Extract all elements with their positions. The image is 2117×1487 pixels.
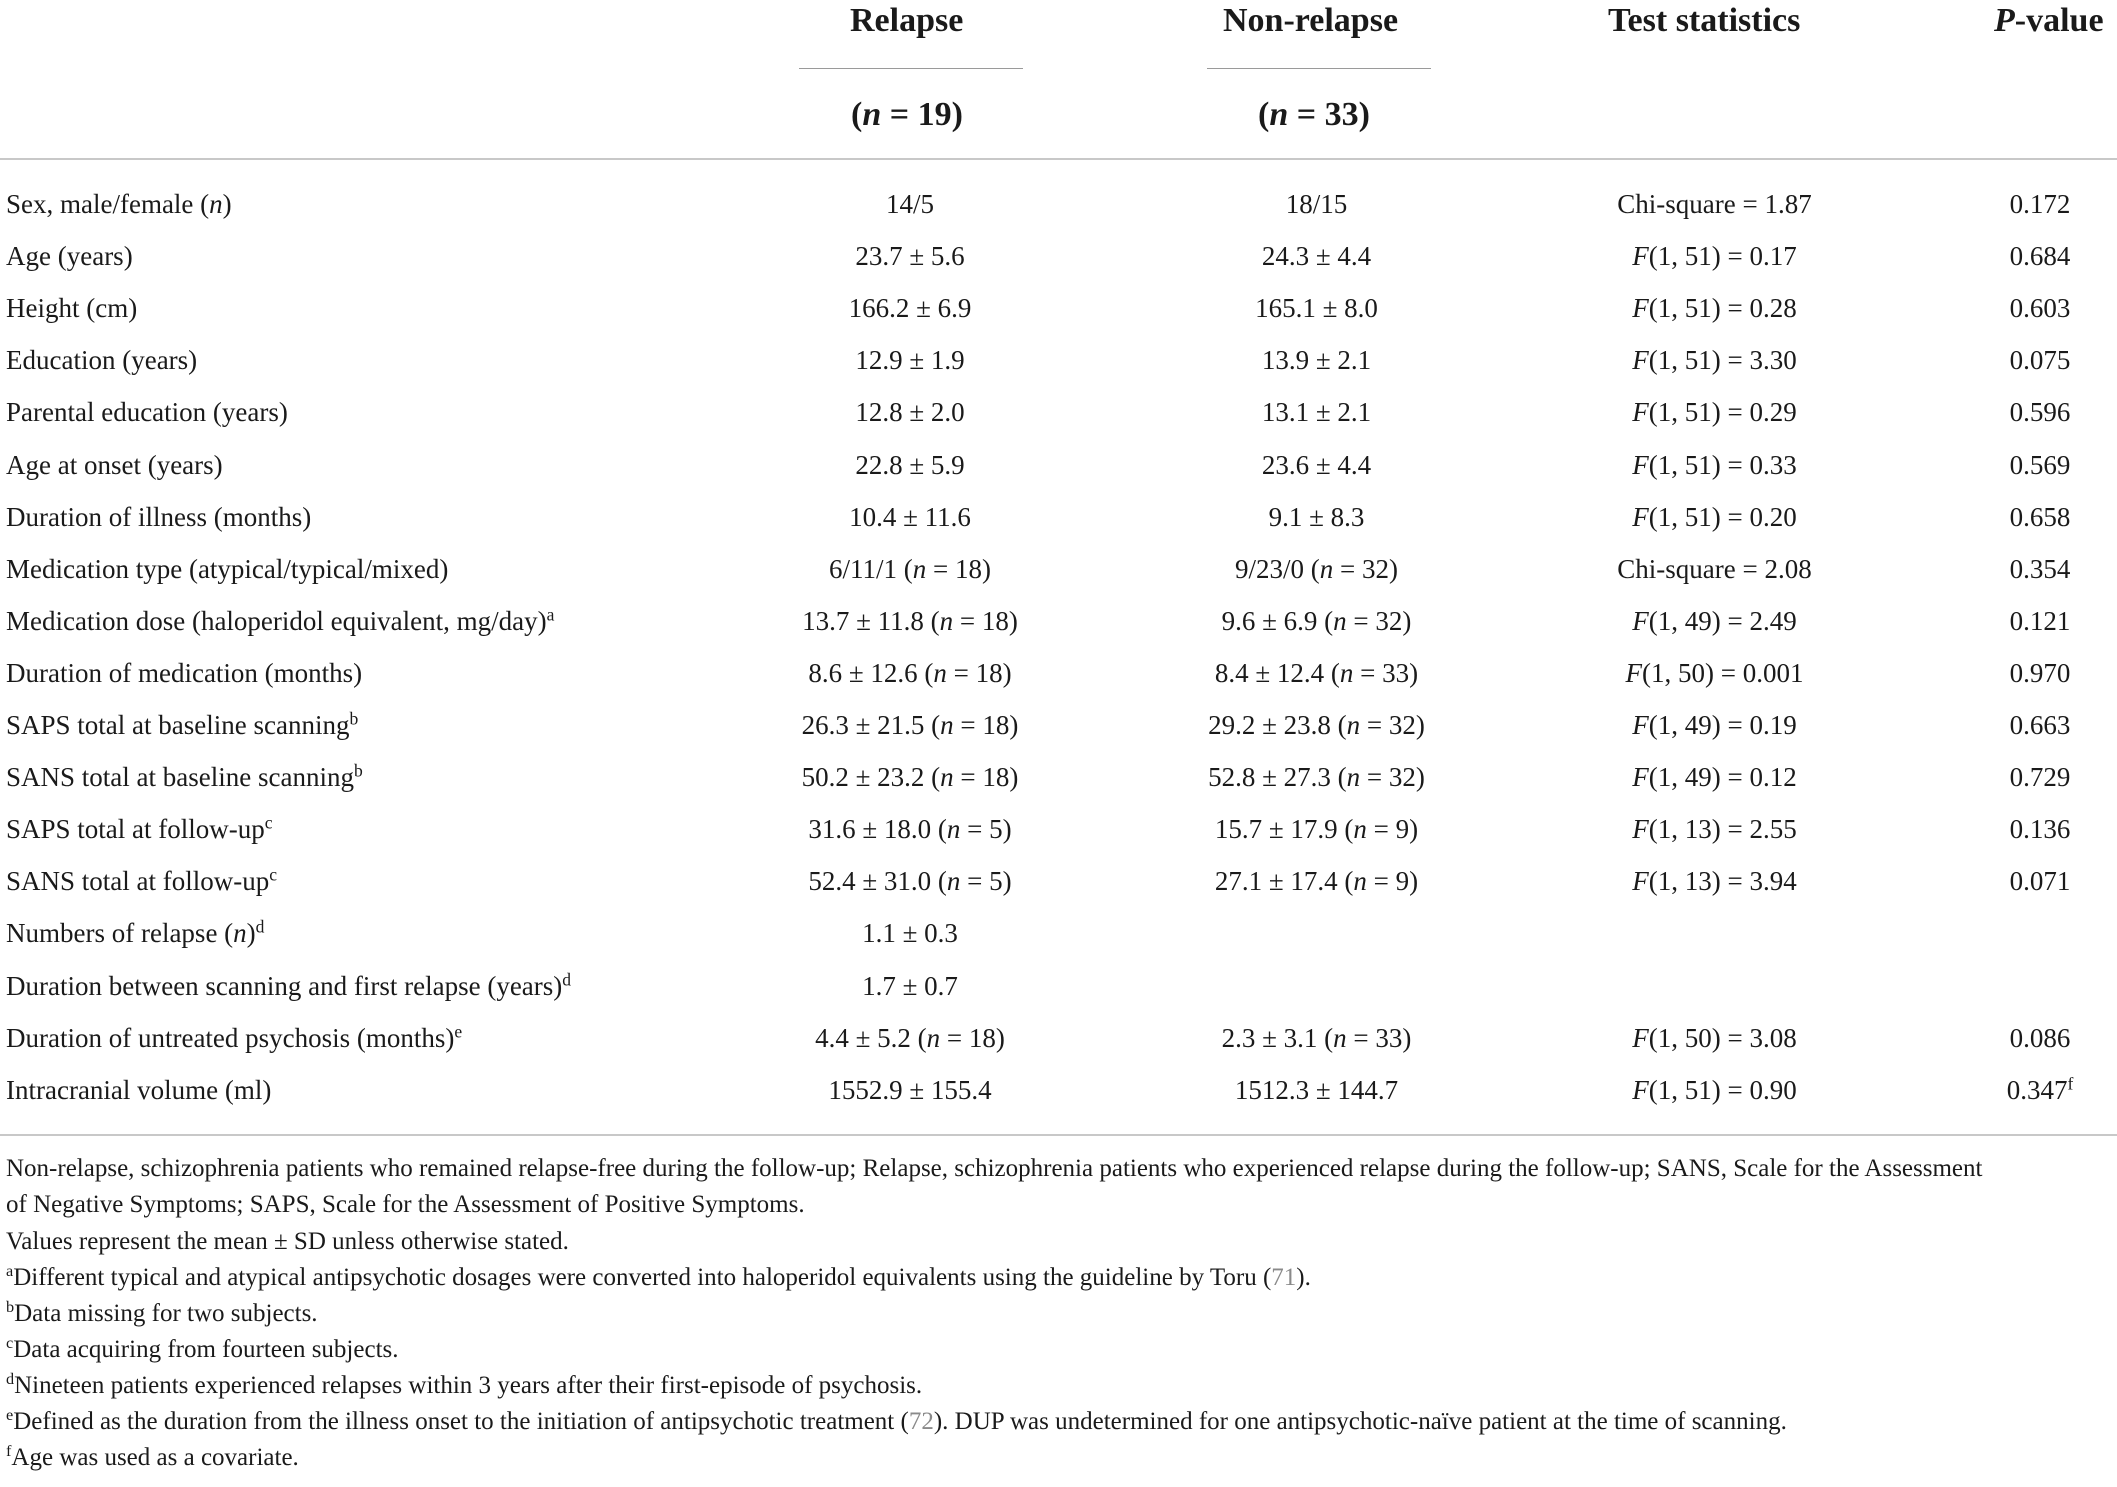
row-label-text: Duration of untreated psychosis (months) [6,1022,455,1053]
nonrelapse-cell-n: 32 [1388,710,1416,740]
nonrelapse-cell-value: 18/15 [1285,189,1348,219]
row-label-text: Parental education (years) [6,397,288,428]
n-close: ) [1409,657,1419,688]
table-row [0,439,2117,491]
p-value-cell [1960,178,2117,230]
test-statistic-value: (1, 51) = 0.90 [1648,1074,1797,1105]
row-label [6,543,448,595]
table-row [0,1064,2117,1116]
table-row [0,543,2117,595]
n-equals: = [1366,814,1396,845]
n-equals: = [926,553,955,584]
header-nonrelapse-n: (n = 33) [1258,96,1370,133]
relapse-cell [790,1064,1030,1116]
p-value: 0.347 [2006,1074,2068,1105]
table-row [0,1012,2117,1064]
nonrelapse-cell [1194,855,1439,907]
p-value: 0.729 [2009,762,2071,793]
nonrelapse-cell-value: 24.3 ± 4.4 [1261,241,1372,272]
nonrelapse-cell-value: 13.1 ± 2.1 [1261,397,1372,428]
row-label-text: Numbers of relapse ( [6,918,234,949]
n-close: ) [1009,762,1019,793]
row-label [6,647,362,699]
f-symbol: F [1632,762,1649,793]
row-label-text: Medication type (atypical/typical/mixed) [6,553,449,584]
relapse-cell-value: 50.2 ± 23.2 ( [801,762,941,793]
n-equals: = [960,814,990,845]
test-statistic-value: (1, 13) = 2.55 [1648,814,1797,845]
relapse-cell-n: 18 [982,710,1010,740]
n-equals: = [1353,657,1383,688]
relapse-cell-value: 8.6 ± 12.6 ( [808,657,934,688]
p-value: 0.071 [2009,866,2071,897]
test-statistic-cell [1562,595,1867,647]
footnote-values: Values represent the mean ± SD unless otherwise stated. [6,1228,569,1255]
nonrelapse-cell-n: 9 [1395,814,1410,845]
nonrelapse-cell-n: 9 [1395,866,1410,897]
row-label [6,230,133,282]
relapse-cell-value: 26.3 ± 21.5 ( [801,710,941,740]
nonrelapse-cell [1194,386,1439,438]
table-row [0,907,2117,959]
p-value: 0.596 [2009,397,2071,428]
nonrelapse-cell-n: 33 [1382,657,1410,688]
table-row [0,282,2117,334]
footnote-marker: e [454,1020,463,1041]
nonrelapse-cell-n: 33 [1375,1022,1403,1053]
n-close: ) [995,1022,1005,1053]
row-label-text: Duration of medication (months) [6,657,363,688]
nonrelapse-cell [1194,1064,1439,1116]
p-value-cell [1960,439,2117,491]
nonrelapse-cell [1194,334,1439,386]
footnote-marker: b [353,760,363,781]
n-close: ) [1002,657,1012,688]
relapse-cell [790,543,1030,595]
n-symbol: n [946,814,961,845]
p-value: 0.172 [2009,189,2071,219]
n-close: ) [1388,553,1398,584]
f-symbol: F [1632,501,1649,532]
p-value-cell [1960,855,2117,907]
p-value-cell [1960,803,2117,855]
relapse-cell-value: 31.6 ± 18.0 ( [808,814,947,845]
relapse-cell [790,334,1030,386]
p-value-cell [1960,1064,2117,1116]
p-value-cell [1960,386,2117,438]
relapse-cell-n: 5 [989,814,1003,845]
nonrelapse-cell-value: 52.8 ± 27.3 ( [1208,762,1347,793]
p-value: 0.354 [2009,553,2071,584]
footnote-marker: c [264,812,273,833]
footnote-marker: c [269,864,278,885]
relapse-cell-value: 23.7 ± 5.6 [855,241,965,272]
row-label-text: SAPS total at baseline scanning [6,710,350,740]
p-value: 0.075 [2009,345,2071,376]
p-value-cell [1960,282,2117,334]
relapse-cell [790,595,1030,647]
relapse-cell [790,699,1030,751]
n-close: ) [1415,762,1425,793]
test-statistic-value: (1, 50) = 0.001 [1642,657,1804,688]
nonrelapse-cell [1194,803,1439,855]
row-label-italic: n [209,189,223,219]
n-symbol: n [1333,605,1347,636]
table-row [0,230,2117,282]
table-bottom-rule [0,1134,2117,1136]
row-label [6,1012,462,1064]
footnote-d: $^d$Nineteen patients experienced relapses within 3 years after their first-episode of psychosis. [6,1370,923,1399]
test-statistic-cell [1562,386,1867,438]
row-label [6,178,232,230]
header-relapse-n: (n = 19) [851,96,963,133]
test-statistic-cell [1562,439,1867,491]
n-equals: = [1360,762,1389,793]
n-symbol: n [1353,866,1367,897]
test-statistic-cell [1562,647,1867,699]
relapse-cell [790,439,1030,491]
test-statistic-cell [1562,178,1867,230]
row-label [6,282,137,334]
n-equals: = [1346,1022,1376,1053]
test-statistic-value: Chi-square = 1.87 [1617,189,1812,219]
test-statistic-cell [1562,1012,1867,1064]
f-symbol: F [1632,1022,1649,1053]
n-close: ) [1402,1022,1412,1053]
row-label-text: Height (cm) [6,293,138,324]
n-close: ) [1002,814,1012,845]
test-statistic-value: (1, 13) = 3.94 [1648,866,1797,897]
n-symbol: n [1339,657,1354,688]
p-value: 0.569 [2009,449,2071,480]
p-value: 0.970 [2009,657,2071,688]
header-nonrelapse: Non-relapse [1223,2,1399,39]
footnote-b: $^b$Data missing for two subjects. [6,1298,318,1327]
row-label-text: SANS total at baseline scanning [6,762,354,793]
n-equals: = [946,657,976,688]
f-symbol: F [1632,866,1649,897]
n-symbol: n [926,1022,941,1053]
relapse-cell [790,803,1030,855]
row-label-italic: n [233,918,247,949]
relapse-cell [790,751,1030,803]
relapse-cell [790,386,1030,438]
nonrelapse-cell [1194,751,1439,803]
row-label [6,386,288,438]
p-value: 0.684 [2009,241,2071,272]
test-statistic-cell [1562,699,1867,751]
n-symbol: n [1319,553,1334,584]
nonrelapse-cell-value: 9/23/0 ( [1235,553,1320,584]
nonrelapse-cell-value: 23.6 ± 4.4 [1261,449,1372,480]
n-close: ) [1002,866,1012,897]
nonrelapse-cell-n: 32 [1375,605,1403,636]
row-label-text: Sex, male/female ( [6,189,210,219]
f-symbol: F [1632,710,1649,740]
nonrelapse-cell [1194,439,1439,491]
row-label-text: Education (years) [6,345,198,376]
footnote-marker: a [546,604,555,625]
nonrelapse-cell [1194,178,1439,230]
n-symbol: n [1333,1022,1347,1053]
header-relapse-divider [799,68,1023,69]
n-symbol: n [1346,762,1361,793]
footnote-f: $^f$Age was used as a covariate. [6,1442,299,1471]
nonrelapse-cell-value: 9.6 ± 6.9 ( [1221,605,1334,636]
nonrelapse-cell [1194,647,1439,699]
test-statistic-value: (1, 51) = 0.33 [1648,449,1797,480]
row-label [6,907,264,959]
row-label-text: Duration between scanning and first relapse (years) [6,970,563,1001]
nonrelapse-cell [1194,282,1439,334]
relapse-cell [790,282,1030,334]
n-equals: = [1366,866,1396,897]
n-close: ) [1009,710,1019,740]
row-label-text: SANS total at follow-up [6,866,270,897]
nonrelapse-cell [1194,491,1439,543]
table-row [0,751,2117,803]
relapse-cell-value: 14/5 [885,189,934,219]
relapse-cell-value: 12.8 ± 2.0 [855,397,965,428]
n-equals: = [1346,605,1376,636]
test-statistic-value: (1, 51) = 0.29 [1648,397,1797,428]
row-label-text: Duration of illness (months) [6,501,312,532]
footnote-a: $^a$Different typical and atypical antipsychotic dosages were converted into haloperidol equivalents using the guideline by Toru (71). [6,1262,1311,1291]
row-label-text: Age (years) [6,241,133,272]
header-test-statistics: Test statistics [1608,2,1801,39]
n-close: ) [1415,710,1425,740]
relapse-cell-value: 1.1 ± 0.3 [862,918,958,949]
nonrelapse-cell-value: 15.7 ± 17.9 ( [1214,814,1354,845]
n-symbol: n [946,866,961,897]
table-row [0,595,2117,647]
p-value: 0.136 [2009,814,2071,845]
row-label [6,960,571,1012]
relapse-cell-n: 18 [954,553,982,584]
f-symbol: F [1632,293,1649,324]
relapse-cell-value: 6/11/1 ( [829,553,913,584]
nonrelapse-cell-value: 29.2 ± 23.8 ( [1208,710,1347,740]
relapse-cell [790,491,1030,543]
n-close: ) [1409,866,1419,897]
n-close: ) [981,553,991,584]
n-equals: = [1360,710,1389,740]
n-symbol: n [1346,710,1361,740]
row-label-end: ) [222,189,232,219]
relapse-cell-n: 5 [989,866,1003,897]
f-symbol: F [1632,814,1649,845]
nonrelapse-cell-n: 32 [1388,762,1416,793]
n-symbol: n [940,710,954,740]
test-statistic-cell [1562,751,1867,803]
header-nonrelapse-divider [1207,68,1431,69]
nonrelapse-cell-value: 1512.3 ± 144.7 [1234,1074,1399,1105]
p-value-cell [1960,230,2117,282]
n-symbol: n [940,762,954,793]
p-value-cell [1960,1012,2117,1064]
test-statistic-cell [1562,1064,1867,1116]
footnote-marker: d [562,968,572,989]
p-value-cell [1960,491,2117,543]
table-row [0,491,2117,543]
row-label [6,334,197,386]
n-equals: = [953,762,983,793]
p-value: 0.663 [2009,710,2071,740]
n-close: ) [1402,605,1412,636]
nonrelapse-cell [1194,543,1439,595]
n-close: ) [1008,605,1018,636]
n-equals: = [940,1022,969,1053]
table-row [0,334,2117,386]
p-value-cell [1960,595,2117,647]
relapse-cell [790,647,1030,699]
footnote-abbreviations-line2: of Negative Symptoms; SAPS, Scale for the Assessment of Positive Symptoms. [6,1191,805,1218]
relapse-cell-value: 10.4 ± 11.6 [849,501,971,532]
p-value: 0.121 [2009,605,2071,636]
n-symbol: n [912,553,927,584]
relapse-cell-value: 166.2 ± 6.9 [848,293,972,324]
f-symbol: F [1632,397,1649,428]
header-rule [0,158,2117,160]
test-statistic-value: (1, 49) = 0.19 [1648,710,1797,740]
n-symbol: n [933,657,947,688]
nonrelapse-cell [1194,230,1439,282]
relapse-cell [790,855,1030,907]
nonrelapse-cell-value: 2.3 ± 3.1 ( [1221,1022,1334,1053]
p-value-cell [1960,751,2117,803]
test-statistic-cell [1562,491,1867,543]
reference-link-72[interactable]: 72 [908,1408,934,1435]
n-close: ) [1409,814,1419,845]
header-p-value: P-value [1994,2,2104,39]
n-equals: = [1333,553,1362,584]
test-statistic-cell [1562,543,1867,595]
row-label [6,855,277,907]
n-equals: = [953,605,982,636]
nonrelapse-cell-value: 165.1 ± 8.0 [1255,293,1378,324]
table-row [0,803,2117,855]
nonrelapse-cell-value: 8.4 ± 12.4 ( [1214,657,1340,688]
relapse-cell-n: 18 [968,1022,996,1053]
row-label-end: ) [246,918,256,949]
n-equals: = [960,866,990,897]
row-label [6,751,363,803]
relapse-cell-value: 52.4 ± 31.0 ( [808,866,947,897]
table-row [0,386,2117,438]
f-symbol: F [1625,657,1643,688]
row-label [6,699,358,751]
test-statistic-value: (1, 50) = 3.08 [1648,1022,1797,1053]
nonrelapse-cell-value: 13.9 ± 2.1 [1261,345,1372,376]
footnote-marker: d [255,916,265,937]
p-value-cell [1960,543,2117,595]
table-row [0,855,2117,907]
n-equals: = [953,710,983,740]
n-symbol: n [1353,814,1367,845]
test-statistic-value: (1, 51) = 0.17 [1648,241,1797,272]
row-label [6,803,273,855]
relapse-cell [790,960,1030,1012]
test-statistic-cell [1562,334,1867,386]
p-value: 0.603 [2009,293,2071,324]
table-row [0,178,2117,230]
nonrelapse-cell [1194,595,1439,647]
nonrelapse-cell [1194,699,1439,751]
n-symbol: n [939,605,954,636]
test-statistic-value: (1, 51) = 0.28 [1648,293,1797,324]
relapse-cell-n: 18 [975,657,1003,688]
relapse-cell-n: 18 [982,762,1010,793]
reference-link-71[interactable]: 71 [1271,1264,1297,1291]
table-row [0,699,2117,751]
row-label [6,1064,271,1116]
footnote-abbreviations-line1: Non-relapse, schizophrenia patients who remained relapse-free during the follow-up; Relapse, schizophrenia patients who experienced relapse during the follow-up; SANS, Scale for the Assessment [6,1155,1983,1182]
relapse-cell-value: 1.7 ± 0.7 [862,970,958,1001]
test-statistic-cell [1562,803,1867,855]
test-statistic-cell [1562,282,1867,334]
footnote-e: $^e$Defined as the duration from the illness onset to the initiation of antipsychotic treatment (72). DUP was undetermined for one antipsychotic-naïve patient at the time of scanning. [6,1406,1787,1435]
p-value: 0.658 [2009,501,2071,532]
nonrelapse-cell-value: 27.1 ± 17.4 ( [1214,866,1354,897]
table-row [0,647,2117,699]
relapse-cell-value: 12.9 ± 1.9 [855,345,965,376]
f-symbol: F [1632,241,1649,272]
f-symbol: F [1632,605,1649,636]
p-value-cell [1960,699,2117,751]
row-label-text: Age at onset (years) [6,449,223,480]
row-label-text: Intracranial volume (ml) [6,1074,272,1105]
relapse-cell-value: 4.4 ± 5.2 ( [815,1022,927,1053]
footnote-marker: b [349,708,359,729]
p-value-cell [1960,334,2117,386]
p-value-cell [1960,647,2117,699]
relapse-cell-value: 22.8 ± 5.9 [855,449,965,480]
relapse-cell-value: 1552.9 ± 155.4 [828,1074,992,1105]
table-row [0,960,2117,1012]
test-statistic-cell [1562,230,1867,282]
test-statistic-value: (1, 49) = 2.49 [1648,605,1797,636]
nonrelapse-cell-value: 9.1 ± 8.3 [1268,501,1365,532]
relapse-cell [790,178,1030,230]
nonrelapse-cell-n: 32 [1361,553,1389,584]
test-statistic-value: (1, 51) = 0.20 [1648,501,1797,532]
footnote-marker: f [2067,1073,2074,1094]
relapse-cell-n: 18 [981,605,1009,636]
footnote-c: $^c$Data acquiring from fourteen subjects. [6,1334,399,1363]
row-label-text: Medication dose (haloperidol equivalent, mg/day) [6,605,547,636]
header-relapse: Relapse [850,2,964,39]
nonrelapse-cell [1194,1012,1439,1064]
test-statistic-value: Chi-square = 2.08 [1617,553,1812,584]
relapse-cell [790,1012,1030,1064]
row-label [6,491,311,543]
p-value: 0.086 [2009,1022,2071,1053]
test-statistic-cell [1562,855,1867,907]
f-symbol: F [1632,449,1649,480]
row-label-text: SAPS total at follow-up [6,814,265,845]
row-label [6,595,554,647]
test-statistic-value: (1, 51) = 3.30 [1648,345,1797,376]
f-symbol: F [1632,1074,1649,1105]
row-label [6,439,223,491]
relapse-cell [790,907,1030,959]
relapse-cell [790,230,1030,282]
relapse-cell-value: 13.7 ± 11.8 ( [802,605,940,636]
test-statistic-value: (1, 49) = 0.12 [1648,762,1797,793]
f-symbol: F [1632,345,1649,376]
